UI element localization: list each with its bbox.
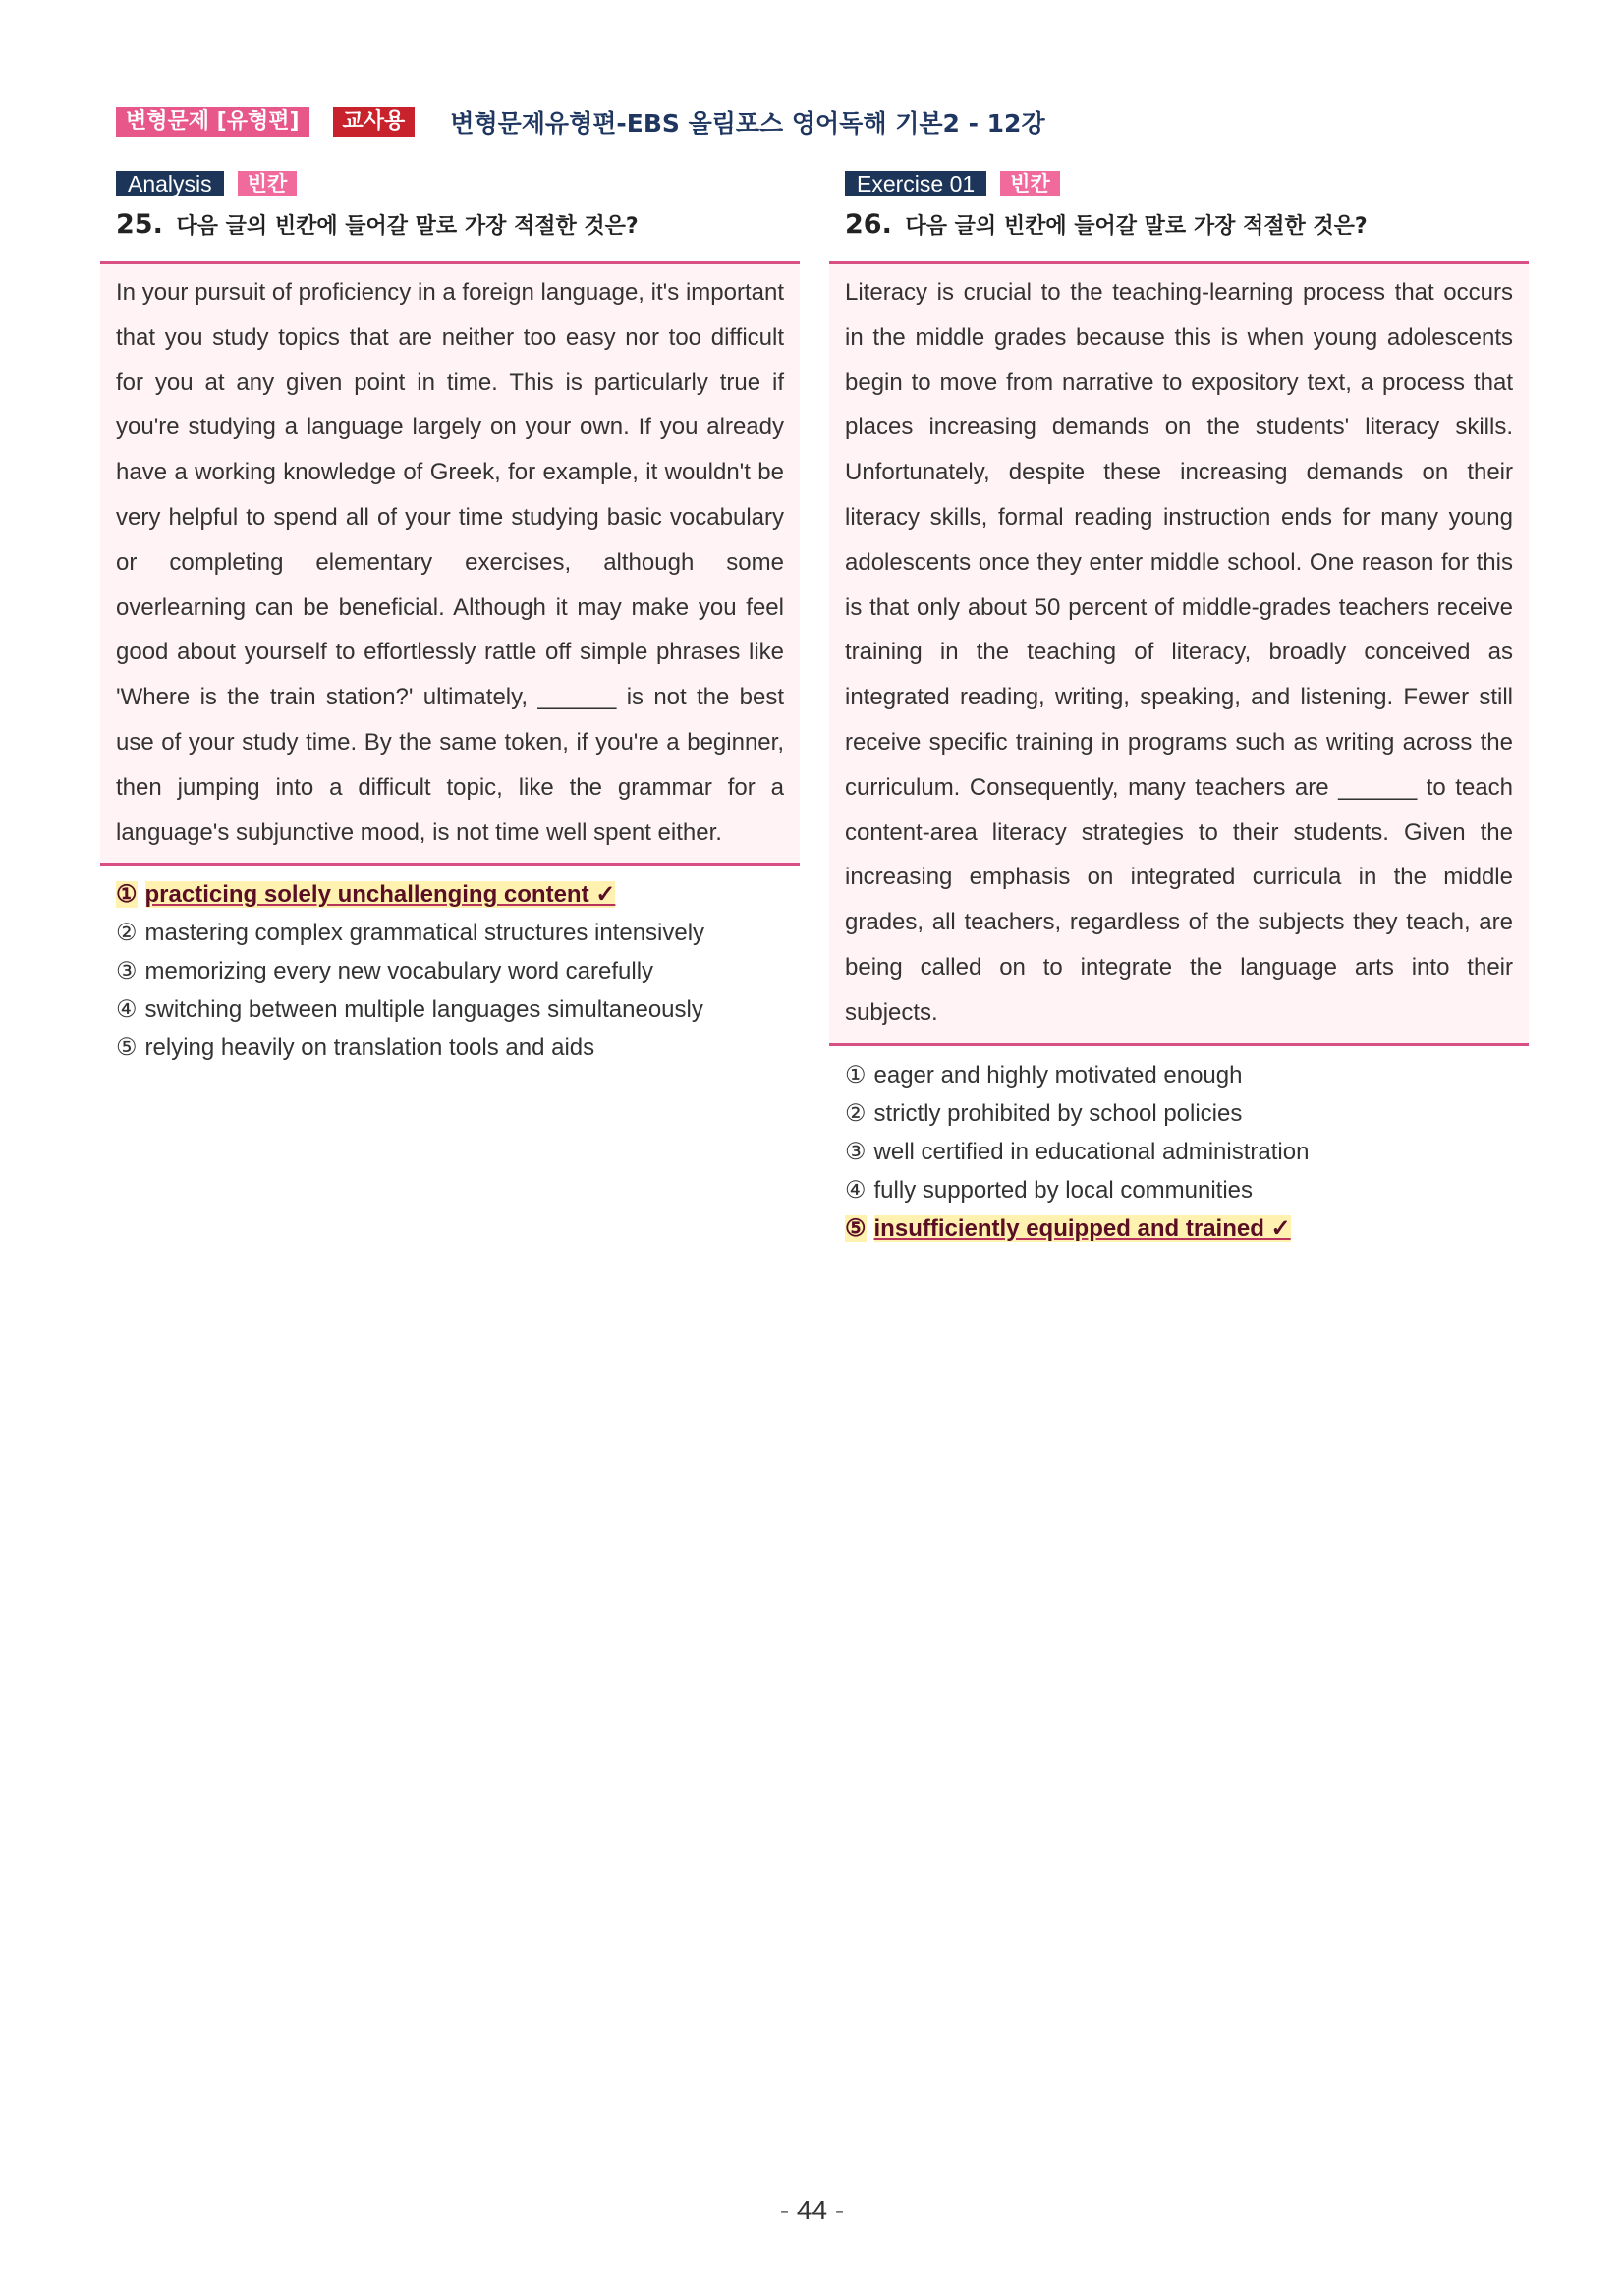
left-label-row bbox=[116, 171, 800, 196]
answer-choices bbox=[116, 875, 800, 1067]
choice-text: strictly prohibited by school policies bbox=[873, 1099, 1243, 1127]
choice-3[interactable] bbox=[116, 952, 800, 990]
document-title: 변형문제유형편-EBS 올림포스 영어독해 기본2 - 12강 bbox=[450, 109, 1045, 138]
choice-mark: ③ bbox=[845, 1138, 867, 1165]
blank-type-label: 빈칸 bbox=[1000, 171, 1060, 196]
choice-mark: ② bbox=[845, 1099, 867, 1127]
question-heading bbox=[845, 208, 1529, 242]
choice-mark: ⑤ bbox=[116, 1035, 138, 1062]
analysis-label: Analysis bbox=[116, 171, 224, 196]
answer-choices bbox=[845, 1056, 1529, 1248]
page-number: - 44 - bbox=[779, 2195, 845, 2225]
page-header bbox=[116, 104, 1045, 140]
choice-mark: ⑤ bbox=[845, 1214, 867, 1242]
choice-text: mastering complex grammatical structures intensively bbox=[144, 920, 705, 947]
choice-mark: ③ bbox=[116, 958, 138, 985]
exercise-label: Exercise 01 bbox=[845, 171, 986, 196]
choice-text: relying heavily on translation tools and aids bbox=[144, 1035, 595, 1062]
choice-mark: ④ bbox=[116, 996, 138, 1024]
choice-mark: ② bbox=[116, 920, 138, 947]
choice-4[interactable] bbox=[116, 990, 800, 1029]
choice-text: eager and highly motivated enough bbox=[873, 1061, 1243, 1089]
choice-3[interactable] bbox=[845, 1133, 1529, 1171]
choice-mark: ④ bbox=[845, 1176, 867, 1204]
choice-2[interactable] bbox=[116, 914, 800, 952]
choice-text: practicing solely unchallenging content ✓ bbox=[144, 881, 616, 909]
question-number: 25. bbox=[116, 209, 163, 240]
question-number: 26. bbox=[845, 209, 892, 240]
choice-2[interactable] bbox=[845, 1094, 1529, 1133]
right-label-row bbox=[845, 171, 1529, 196]
choice-text: insufficiently equipped and trained ✓ bbox=[873, 1214, 1291, 1242]
choice-text: well certified in educational administration bbox=[873, 1138, 1310, 1165]
left-column bbox=[100, 171, 800, 1067]
choice-5[interactable] bbox=[116, 1029, 800, 1067]
choice-text: memorizing every new vocabulary word carefully bbox=[144, 958, 654, 985]
choice-1[interactable] bbox=[116, 875, 800, 914]
right-column bbox=[829, 171, 1529, 1248]
question-text: 다음 글의 빈칸에 들어갈 말로 가장 적절한 것은? bbox=[905, 214, 1368, 239]
choice-1[interactable] bbox=[845, 1056, 1529, 1094]
passage-box bbox=[100, 261, 800, 866]
choice-mark: ① bbox=[116, 881, 138, 909]
question-heading bbox=[116, 208, 800, 242]
choice-text: switching between multiple languages simultaneously bbox=[144, 996, 703, 1024]
choice-text: fully supported by local communities bbox=[873, 1176, 1254, 1204]
choice-mark: ① bbox=[845, 1061, 867, 1089]
choice-4[interactable] bbox=[845, 1171, 1529, 1209]
passage-box bbox=[829, 261, 1529, 1046]
choice-5[interactable] bbox=[845, 1209, 1529, 1248]
question-text: 다음 글의 빈칸에 들어갈 말로 가장 적절한 것은? bbox=[176, 214, 639, 239]
category-tag: 변형문제 [유형편] bbox=[116, 107, 309, 137]
passage-text: Literacy is crucial to the teaching-learning process that occurs in the middle grades because this is when young adolescents begin to move from narrative to expository text, a process that places increasing demands on the students' literacy skills. Unfortunately, despite these increasing demands on their literacy skills, formal reading instruction ends for many young adolescents once they enter middle school. One reason for this is that only about 50 percent of middle-grades teachers receive training in the teaching of literacy, broadly conceived as integrated reading, writing, speaking, and listening. Fewer still receive specific training in programs such as writing across the curriculum. Consequently, many teachers are ______ to teach content-area literacy strategies to their students. Given the increasing emphasis on integrated curricula in the middle grades, all teachers, regardless of the subjects they teach, are being called on to integrate the language arts into their subjects. bbox=[845, 279, 1513, 1026]
blank-type-label: 빈칸 bbox=[238, 171, 298, 196]
teacher-tag: 교사용 bbox=[333, 107, 416, 137]
passage-text: In your pursuit of proficiency in a foreign language, it's important that you study topics that are neither too easy nor too difficult for you at any given point in time. This is particularly true if you're studying a language largely on your own. If you already have a working knowledge of Greek, for example, it wouldn't be very helpful to spend all of your time studying basic vocabulary or completing elementary exercises, although some overlearning can be beneficial. Although it may make you feel good about yourself to effortlessly rattle off simple phrases like 'Where is the train station?' ultimately, ______ is not the best use of your study time. By the same token, if you're a beginner, then jumping into a difficult topic, like the grammar for a language's subjunctive mood, is not time well spent either. bbox=[116, 279, 784, 846]
